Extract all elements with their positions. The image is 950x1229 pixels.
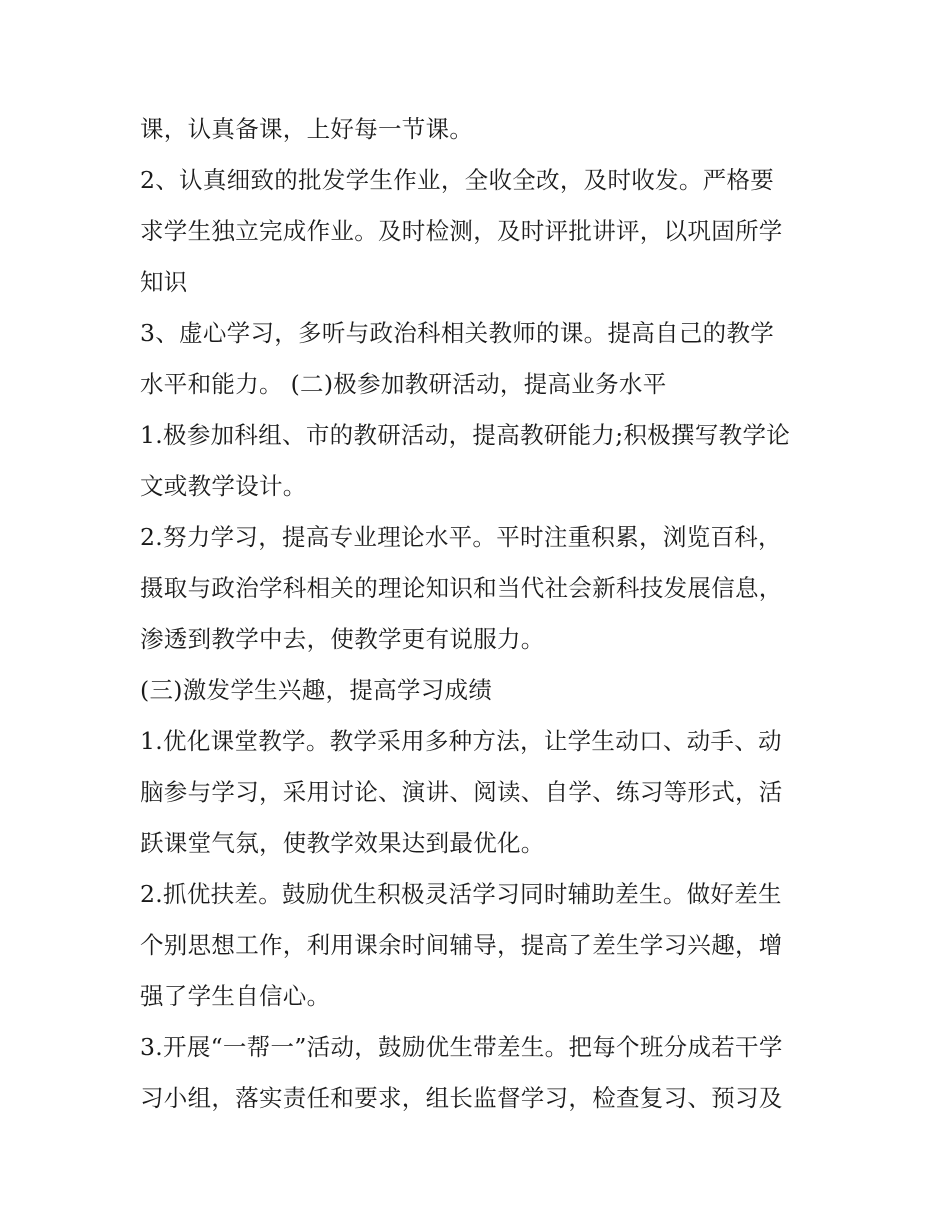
text-line: 摄取与政治学科相关的理论知识和当代社会新科技发展信息， [140,574,783,602]
text-line: 强了学生自信心。 [140,982,331,1010]
text-line: 跃课堂气氛，使教学效果达到最优化。 [140,829,545,857]
text-line: 水平和能力。 (二)极参加教研活动，提高业务水平 [140,370,667,398]
text-line: 知识 [140,268,188,296]
text-line: 个别思想工作，利用课余时间辅导，提高了差生学习兴趣，增 [140,931,783,959]
text-line: 1.极参加科组、市的教研活动，提高教研能力;积极撰写教学论 [140,421,791,449]
section-heading: (三)激发学生兴趣，提高学习成绩 [140,676,493,704]
text-line: 渗透到教学中去，使教学更有说服力。 [140,625,545,653]
text-line: 3、虚心学习，多听与政治科相关教师的课。提高自己的教学 [140,319,775,347]
text-line: 3.开展“一帮一”活动，鼓励优生带差生。把每个班分成若干学 [140,1033,783,1061]
text-line: 脑参与学习，采用讨论、演讲、阅读、自学、练习等形式，活 [140,778,783,806]
text-line: 2.努力学习，提高专业理论水平。平时注重积累，浏览百科， [140,523,782,551]
text-line: 2、认真细致的批发学生作业，全收全改，及时收发。严格要 [140,166,775,194]
text-line: 求学生独立完成作业。及时检测，及时评批讲评，以巩固所学 [140,217,783,245]
body-text [140,104,815,1124]
text-line: 习小组，落实责任和要求，组长监督学习，检查复习、预习及 [140,1084,783,1112]
text-line: 课，认真备课，上好每一节课。 [140,115,474,143]
text-line: 1.优化课堂教学。教学采用多种方法，让学生动口、动手、动 [140,727,782,755]
text-line: 2.抓优扶差。鼓励优生积极灵活学习同时辅助差生。做好差生 [140,880,782,908]
text-line: 文或教学设计。 [140,472,307,500]
